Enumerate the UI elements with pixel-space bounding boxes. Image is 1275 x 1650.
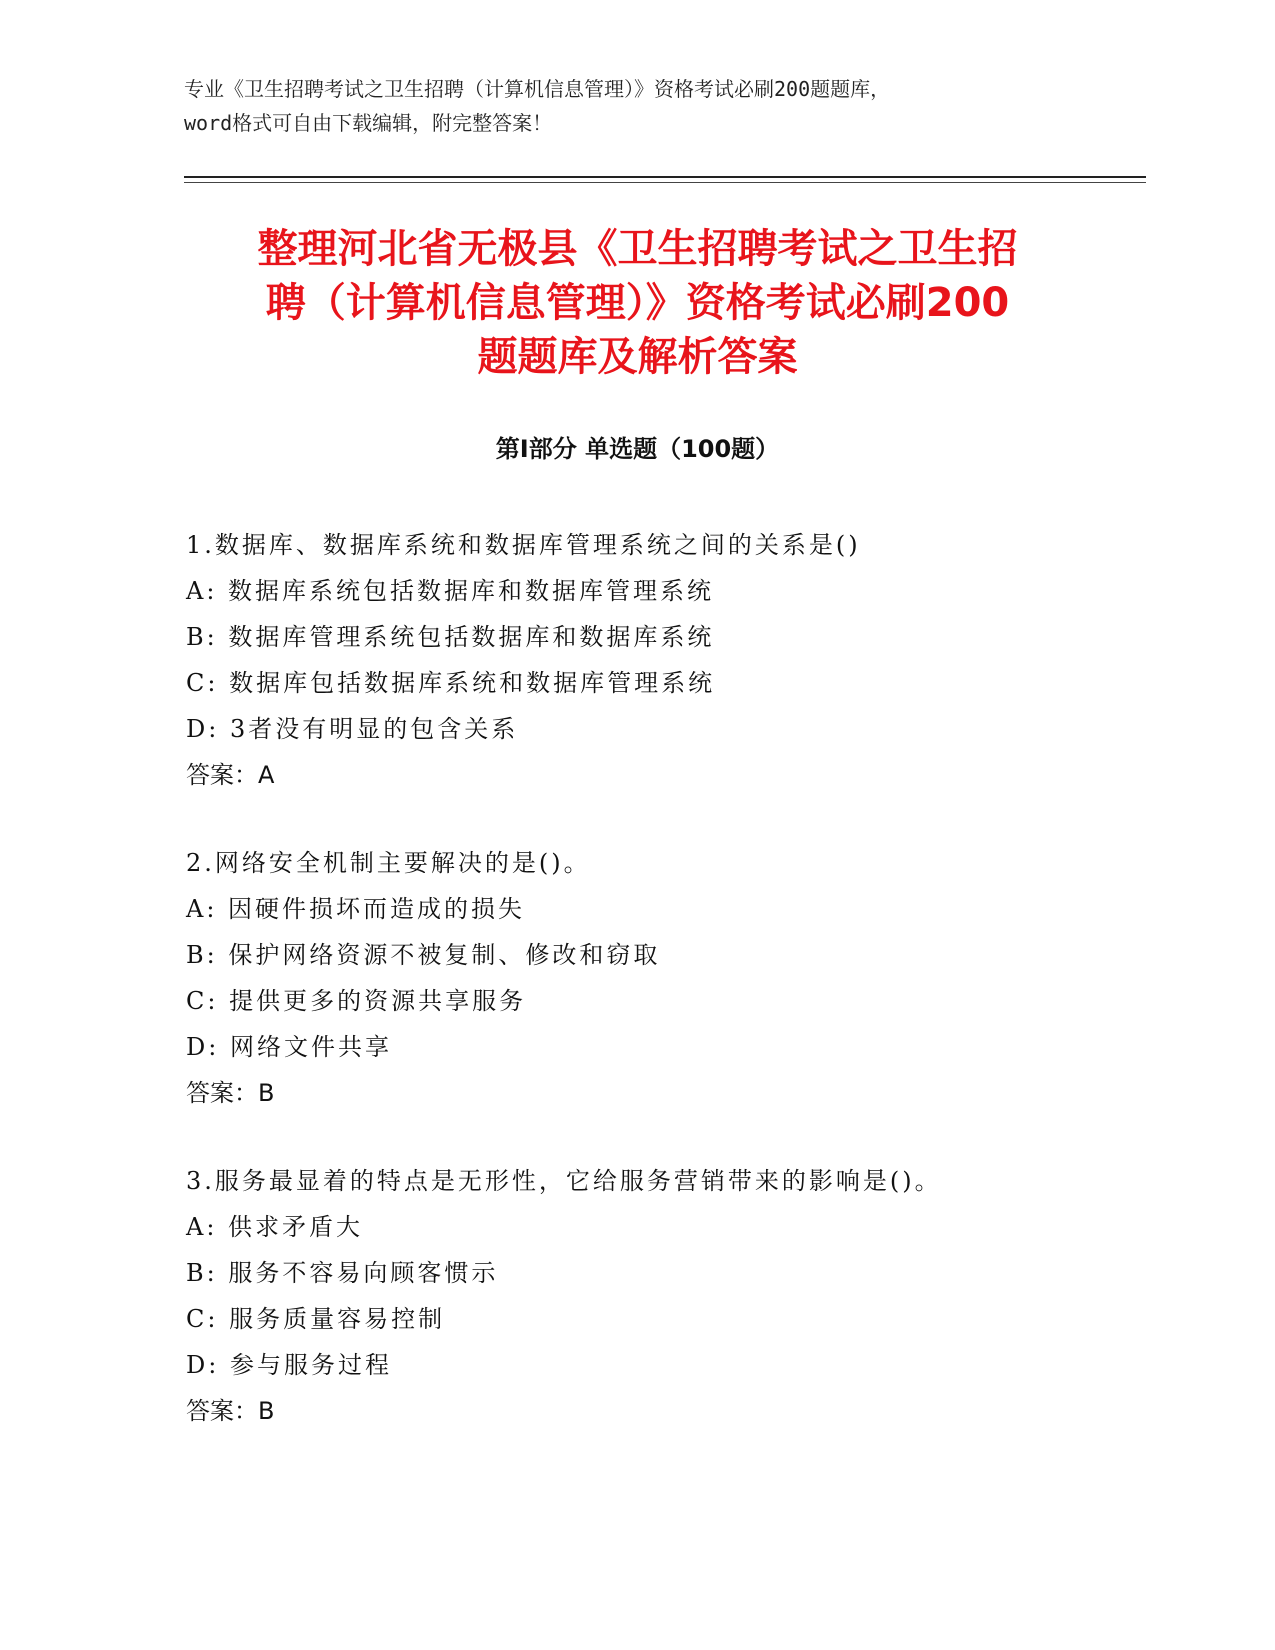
option-a: A: 数据库系统包括数据库和数据库管理系统 <box>186 577 715 605</box>
document-title <box>120 222 1155 384</box>
option-a: A: 因硬件损坏而造成的损失 <box>186 895 526 923</box>
option-a: A: 供求矛盾大 <box>186 1213 364 1241</box>
question-1 <box>186 522 1146 798</box>
header-note-line-2: word格式可自由下载编辑，附完整答案！ <box>184 111 553 135</box>
header-note <box>184 72 1084 140</box>
answer: 答案：A <box>186 761 275 789</box>
document-title-line-3: 题题库及解析答案 <box>477 334 798 380</box>
option-b: B: 保护网络资源不被复制、修改和窃取 <box>186 941 661 969</box>
answer: 答案：B <box>186 1397 275 1425</box>
option-d: D: 网络文件共享 <box>186 1033 392 1061</box>
option-b: B: 服务不容易向顾客惯示 <box>186 1259 499 1287</box>
header-note-line-1: 专业《卫生招聘考试之卫生招聘（计算机信息管理）》资格考试必刷200题题库， <box>184 77 891 101</box>
section-title: 第Ⅰ部分 单选题（100题） <box>495 435 780 463</box>
question-3 <box>186 1158 1146 1434</box>
option-d: D: 参与服务过程 <box>186 1351 392 1379</box>
question-stem: 3.服务最显着的特点是无形性，它给服务营销带来的影响是()。 <box>186 1167 942 1195</box>
document-title-line-1: 整理河北省无极县《卫生招聘考试之卫生招 <box>257 226 1018 272</box>
option-d: D: 3者没有明显的包含关系 <box>186 715 519 743</box>
question-stem: 2.网络安全机制主要解决的是()。 <box>186 849 591 877</box>
document-title-line-2: 聘（计算机信息管理）》资格考试必刷200 <box>265 280 1010 326</box>
option-c: C: 服务质量容易控制 <box>186 1305 446 1333</box>
option-c: C: 数据库包括数据库系统和数据库管理系统 <box>186 669 716 697</box>
header-divider-thin <box>184 182 1146 183</box>
option-b: B: 数据库管理系统包括数据库和数据库系统 <box>186 623 715 651</box>
question-stem: 1.数据库、数据库系统和数据库管理系统之间的关系是() <box>186 531 861 559</box>
question-2 <box>186 840 1146 1116</box>
option-c: C: 提供更多的资源共享服务 <box>186 987 527 1015</box>
answer: 答案：B <box>186 1079 275 1107</box>
question-list <box>186 522 1146 1476</box>
header-divider-thick <box>184 176 1146 178</box>
